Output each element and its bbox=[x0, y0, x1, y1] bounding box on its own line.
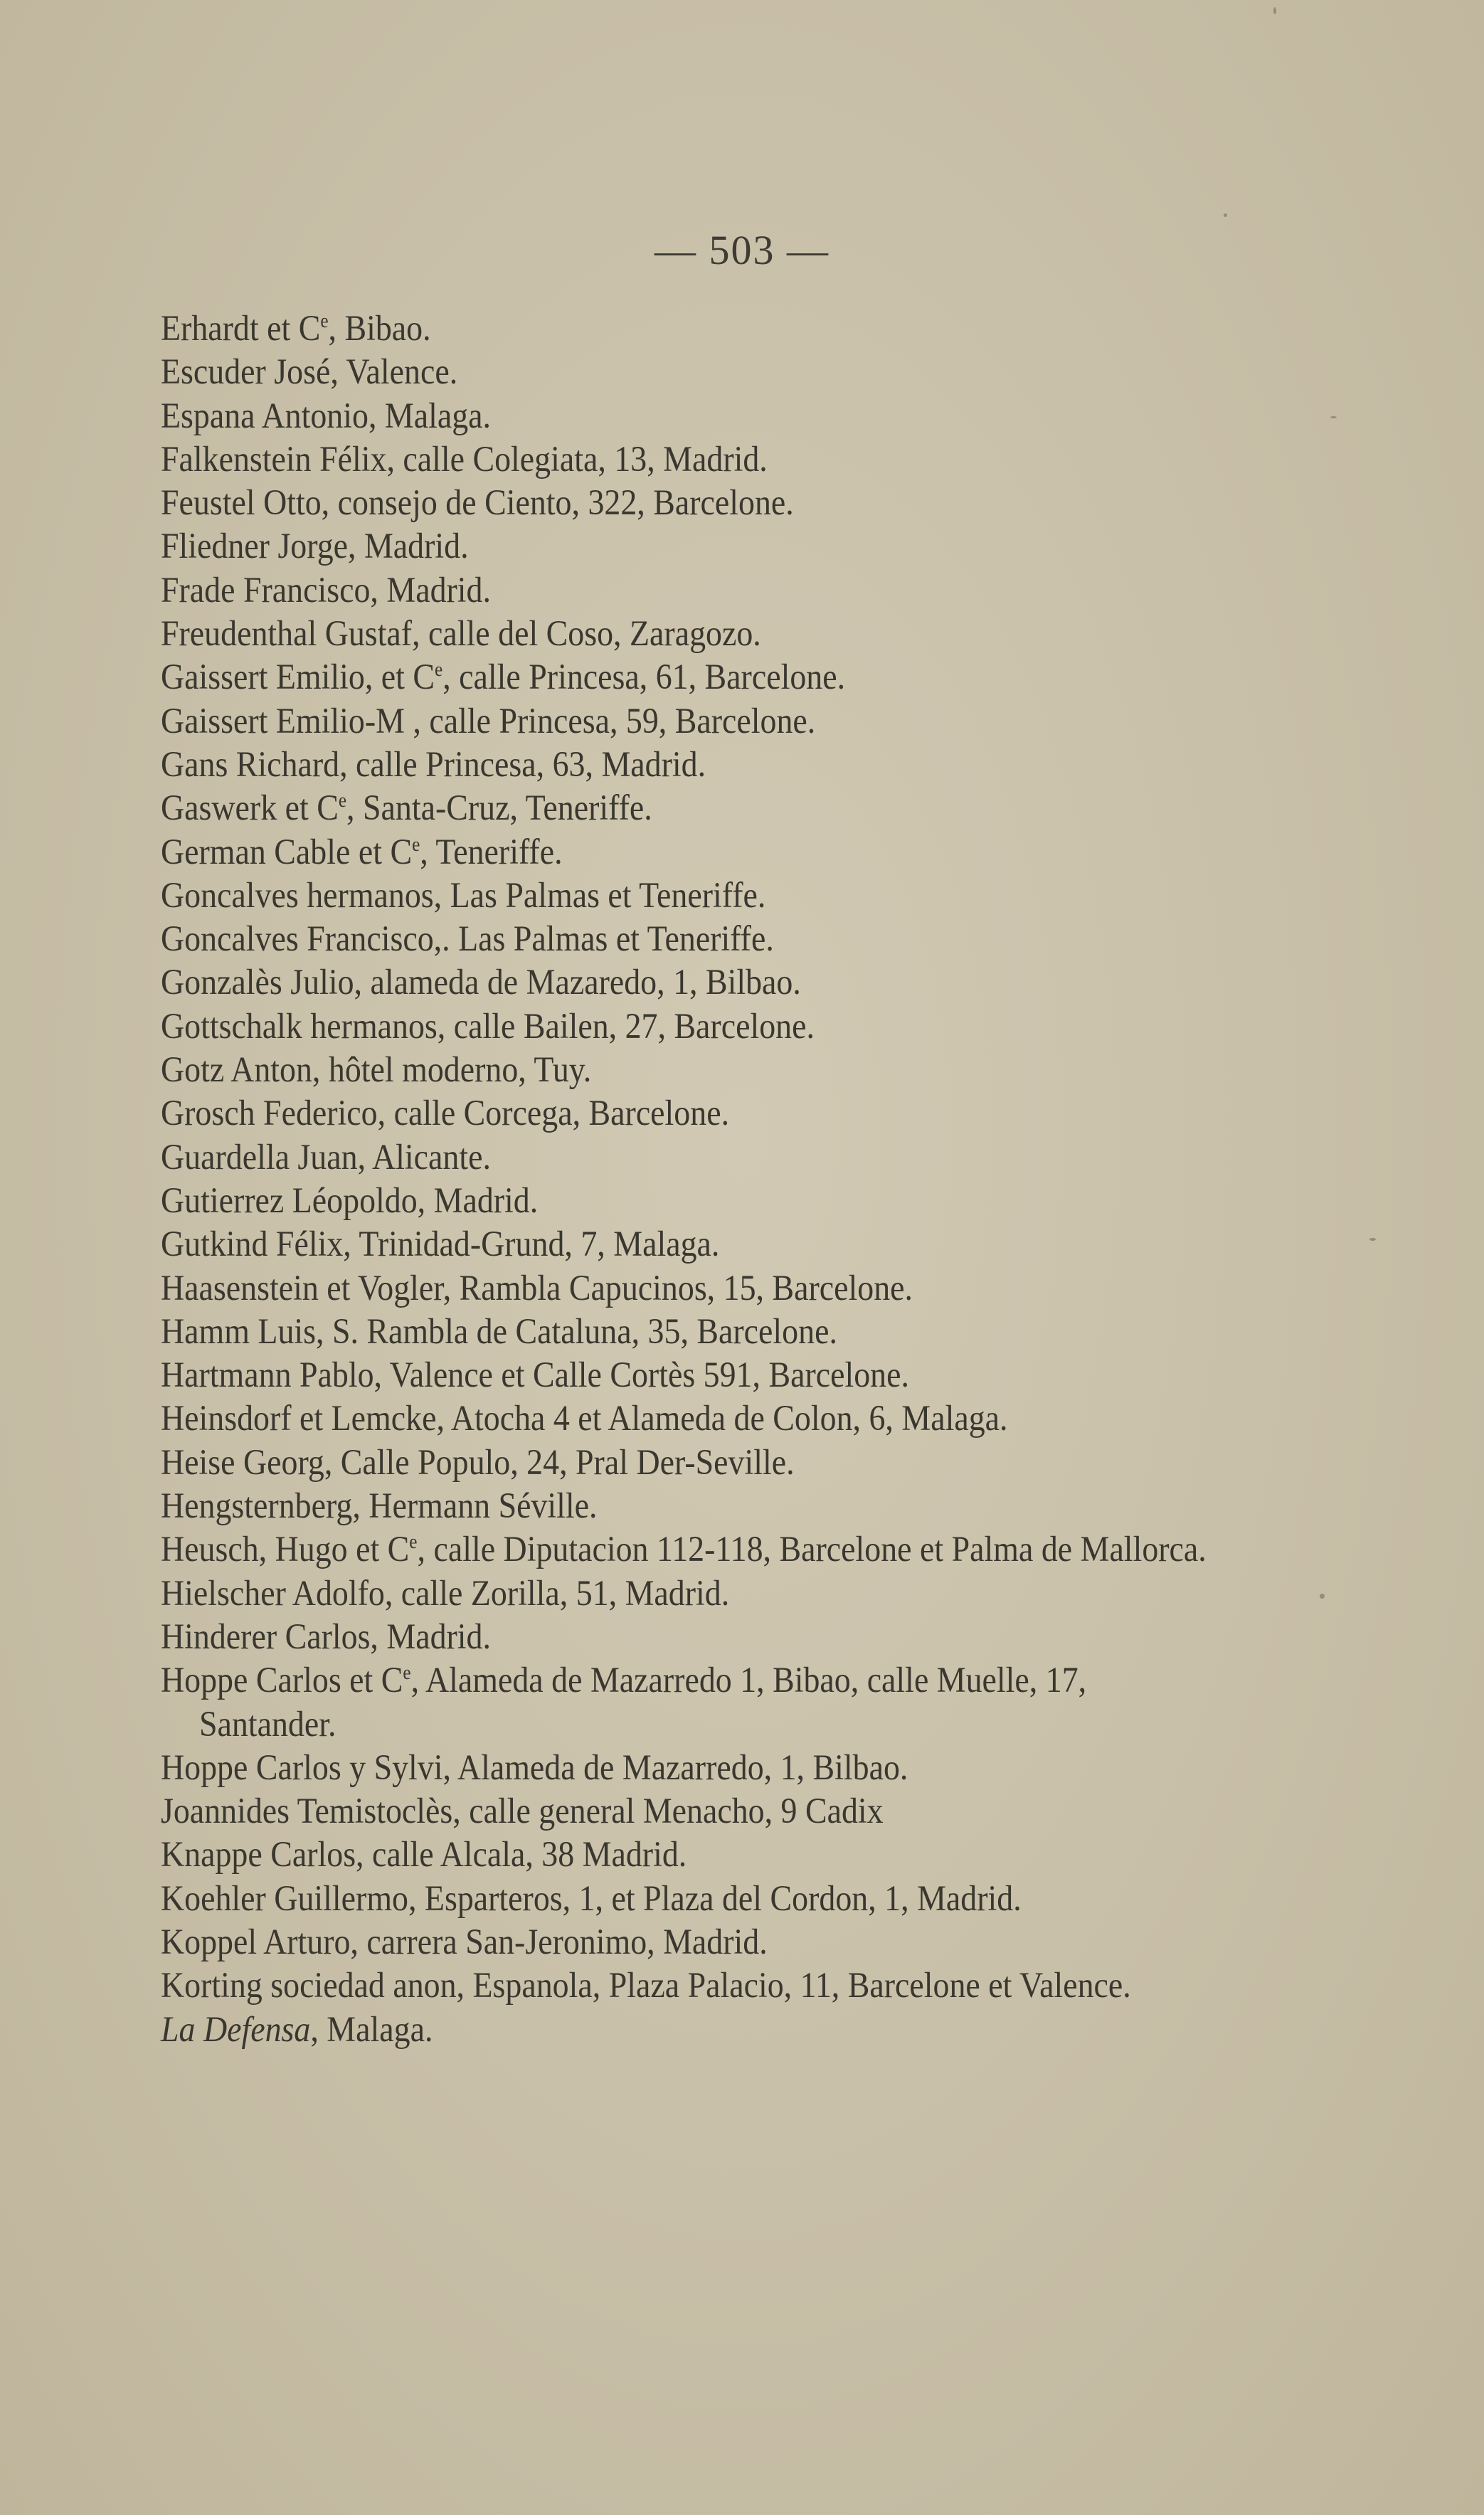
directory-entry bbox=[161, 1572, 1211, 1616]
directory-entry bbox=[161, 1921, 1211, 1964]
entry-name: Gaissert Emilio-M , calle Princesa, 59, Barcelone. bbox=[161, 701, 816, 741]
entry-name: Falkenstein Félix, calle Colegiata, 13, Madrid. bbox=[161, 439, 768, 480]
directory-entry bbox=[161, 874, 1211, 918]
directory-entry bbox=[161, 1790, 1211, 1833]
directory-list bbox=[161, 307, 1211, 2052]
directory-entry bbox=[161, 656, 1211, 699]
entry-superscript: e bbox=[435, 659, 443, 682]
entry-superscript: e bbox=[320, 310, 329, 332]
entry-superscript: e bbox=[412, 833, 420, 856]
entry-name: Hinderer Carlos, Madrid. bbox=[161, 1616, 491, 1657]
entry-name: Guardella Juan, Alicante. bbox=[161, 1137, 491, 1177]
entry-name: Hamm Luis, S. Rambla de Cataluna, 35, Barcelone. bbox=[161, 1311, 837, 1352]
directory-entry bbox=[161, 1311, 1211, 1354]
entry-name: Gaissert Emilio, et C bbox=[161, 657, 435, 698]
directory-entry bbox=[161, 1659, 1211, 1747]
entry-address: , calle Diputacion 112-118, Barcelone et Palma de Mallorca. bbox=[417, 1530, 1207, 1570]
entry-name: Joannides Temistoclès, calle general Menacho, 9 Cadix bbox=[161, 1791, 884, 1832]
directory-entry bbox=[161, 1267, 1211, 1311]
directory-entry bbox=[161, 569, 1211, 613]
directory-entry bbox=[161, 1441, 1211, 1485]
paper-speck bbox=[1320, 1594, 1325, 1599]
entry-name: Heise Georg, Calle Populo, 24, Pral Der-Seville. bbox=[161, 1442, 795, 1483]
directory-entry bbox=[161, 1616, 1211, 1659]
directory-entry bbox=[161, 525, 1211, 568]
entry-name: Knappe Carlos, calle Alcala, 38 Madrid. bbox=[161, 1835, 687, 1875]
entry-name: Espana Antonio, Malaga. bbox=[161, 396, 492, 436]
entry-name: Gonzalès Julio, alameda de Mazaredo, 1, Bilbao. bbox=[161, 963, 801, 1003]
entry-name: Koehler Guillermo, Esparteros, 1, et Plaza del Cordon, 1, Madrid. bbox=[161, 1878, 1022, 1919]
directory-entry bbox=[161, 613, 1211, 656]
entry-name: Frade Francisco, Madrid. bbox=[161, 570, 491, 610]
directory-entry bbox=[161, 1005, 1211, 1049]
directory-entry bbox=[161, 1485, 1211, 1528]
entry-address: , Alameda de Mazarredo 1, Bibao, calle Muelle, 17, Santander. bbox=[199, 1661, 1087, 1744]
page-number: — 503 — bbox=[654, 227, 830, 273]
entry-name: Gutierrez Léopoldo, Madrid. bbox=[161, 1180, 539, 1221]
entry-name: Heinsdorf et Lemcke, Atocha 4 et Alameda de Colon, 6, Malaga. bbox=[161, 1399, 1008, 1439]
entry-name: Gottschalk hermanos, calle Bailen, 27, Barcelone. bbox=[161, 1006, 815, 1047]
entry-name: Heusch, Hugo et C bbox=[161, 1530, 410, 1570]
entry-name: Goncalves Francisco,. Las Palmas et Teneriffe. bbox=[161, 919, 774, 960]
directory-entry bbox=[161, 395, 1211, 438]
entry-name: Gaswerk et C bbox=[161, 788, 339, 829]
entry-name: Fliedner Jorge, Madrid. bbox=[161, 526, 469, 567]
entry-name: Koppel Arturo, carrera San-Jeronimo, Madrid. bbox=[161, 1922, 768, 1962]
directory-entry bbox=[161, 743, 1211, 787]
directory-entry bbox=[161, 482, 1211, 525]
directory-entry bbox=[161, 1397, 1211, 1441]
entry-name: Gotz Anton, hôtel moderno, Tuy. bbox=[161, 1050, 592, 1091]
directory-entry bbox=[161, 351, 1211, 394]
entry-address: , Santa-Cruz, Teneriffe. bbox=[346, 788, 652, 829]
directory-entry bbox=[161, 831, 1211, 874]
entry-name: Freudenthal Gustaf, calle del Coso, Zaragozo. bbox=[161, 614, 761, 655]
directory-entry bbox=[161, 700, 1211, 743]
directory-entry bbox=[161, 1878, 1211, 1921]
entry-name: La Defensa bbox=[161, 2009, 311, 2050]
directory-entry bbox=[161, 1136, 1211, 1180]
entry-name: Hoppe Carlos et C bbox=[161, 1661, 403, 1701]
entry-name: Grosch Federico, calle Corcega, Barcelone. bbox=[161, 1094, 730, 1134]
entry-superscript: e bbox=[403, 1662, 411, 1685]
paper-speck bbox=[1224, 213, 1227, 217]
entry-name: Haasenstein et Vogler, Rambla Capucinos, 15, Barcelone. bbox=[161, 1268, 913, 1308]
entry-name: Escuder José, Valence. bbox=[161, 352, 458, 393]
directory-entry bbox=[161, 1092, 1211, 1135]
entry-name: Gutkind Félix, Trinidad-Grund, 7, Malaga. bbox=[161, 1224, 720, 1265]
directory-entry bbox=[161, 918, 1211, 961]
entry-name: Gans Richard, calle Princesa, 63, Madrid. bbox=[161, 744, 706, 785]
entry-superscript: e bbox=[409, 1531, 418, 1554]
paper-speck bbox=[1330, 416, 1337, 418]
entry-name: Korting sociedad anon, Espanola, Plaza Palacio, 11, Barcelone et Valence. bbox=[161, 1966, 1131, 2006]
entry-name: Erhardt et C bbox=[161, 309, 321, 349]
directory-entry bbox=[161, 2008, 1211, 2052]
directory-entry bbox=[161, 307, 1211, 351]
entry-name: Goncalves hermanos, Las Palmas et Teneriffe. bbox=[161, 875, 766, 916]
entry-superscript: e bbox=[338, 790, 347, 812]
directory-entry bbox=[161, 438, 1211, 482]
entry-address: , calle Princesa, 61, Barcelone. bbox=[442, 657, 846, 698]
directory-entry bbox=[161, 1223, 1211, 1266]
entry-name: Hielscher Adolfo, calle Zorilla, 51, Madrid. bbox=[161, 1573, 730, 1614]
entry-name: Hoppe Carlos y Sylvi, Alameda de Mazarredo, 1, Bilbao. bbox=[161, 1747, 908, 1788]
paper-speck bbox=[1273, 7, 1276, 14]
entry-address: , Malaga. bbox=[310, 2009, 433, 2050]
directory-entry bbox=[161, 1964, 1211, 2008]
directory-entry bbox=[161, 1528, 1211, 1572]
entry-name: Feustel Otto, consejo de Ciento, 322, Barcelone. bbox=[161, 483, 794, 524]
entry-address: , Bibao. bbox=[328, 309, 431, 349]
entry-name: Hengsternberg, Hermann Séville. bbox=[161, 1486, 598, 1527]
entry-name: Hartmann Pablo, Valence et Calle Cortès 591, Barcelone. bbox=[161, 1355, 909, 1396]
directory-entry bbox=[161, 1833, 1211, 1877]
entry-address: , Teneriffe. bbox=[420, 832, 563, 872]
directory-entry bbox=[161, 787, 1211, 830]
directory-entry bbox=[161, 1747, 1211, 1790]
directory-entry bbox=[161, 1354, 1211, 1397]
entry-name: German Cable et C bbox=[161, 832, 413, 872]
paper-speck bbox=[1369, 1238, 1376, 1241]
directory-entry bbox=[161, 1049, 1211, 1092]
directory-entry bbox=[161, 961, 1211, 1005]
directory-entry bbox=[161, 1180, 1211, 1223]
